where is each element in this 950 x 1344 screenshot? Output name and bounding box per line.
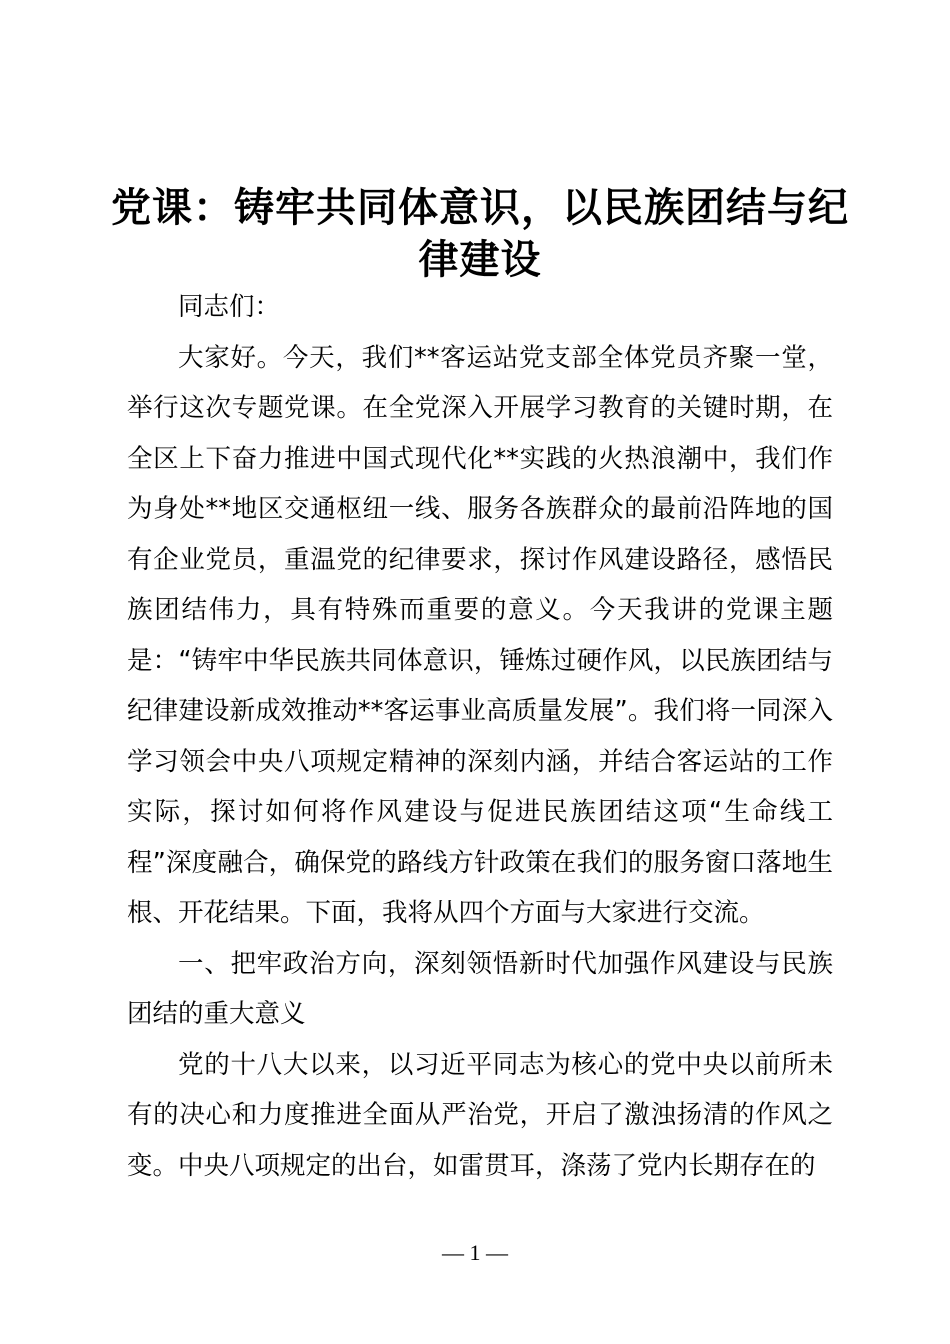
document-body (127, 282, 833, 1191)
salutation: 同志们： (178, 292, 281, 322)
page-number: — 1 — (442, 1240, 508, 1265)
document-title: 党课：铸牢共同体意识，以民族团结与纪律建设 (111, 184, 849, 283)
section-heading: 一、把牢政治方向，深刻领悟新时代加强作风建设与民族团结的重大意义 (127, 948, 833, 1029)
section-paragraph: 党的十八大以来，以习近平同志为核心的党中央以前所未有的决心和力度推进全面从严治党，开启了激浊扬清的作风之变。中央八项规定的出台，如雷贯耳，涤荡了党内长期存在的 (127, 1049, 833, 1181)
intro-paragraph: 大家好。今天，我们**客运站党支部全体党员齐聚一堂，举行这次专题党课。在全党深入开展学习教育的关键时期，在全区上下奋力推进中国式现代化**实践的火热浪潮中，我们作为身处**地区交通枢纽一线、服务各族群众的最前沿阵地的国有企业党员，重温党的纪律要求，探讨作风建设路径，感悟民族团结伟力，具有特殊而重要的意义。今天我讲的党课主题是：“铸牢中华民族共同体意识，锤炼过硬作风，以民族团结与纪律建设新成效推动**客运事业高质量发展”。我们将一同深入学习领会中央八项规定精神的深刻内涵，并结合客运站的工作实际，探讨如何将作风建设与促进民族团结这项“生命线工程”深度融合，确保党的路线方针政策在我们的服务窗口落地生根、开花结果。下面，我将从四个方面与大家进行交流。 (127, 342, 833, 928)
